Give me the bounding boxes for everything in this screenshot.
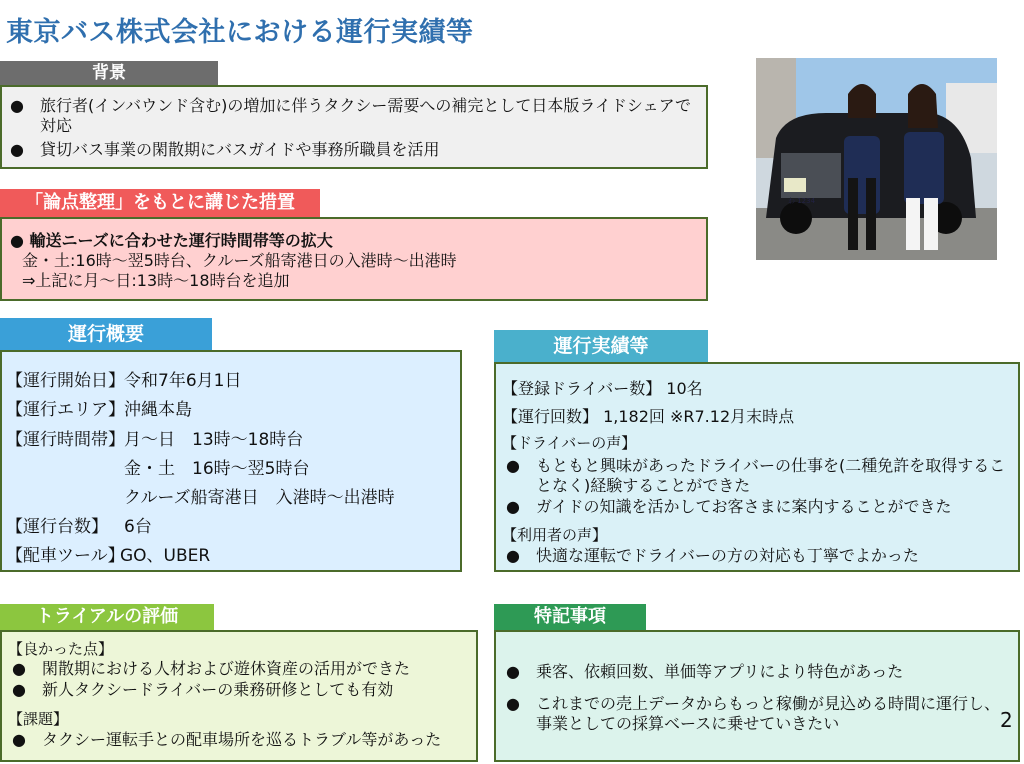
results-panel [494,362,1020,572]
bullet-icon: ● [12,680,26,699]
overview-hours-item: クルーズ船寄港日 入港時～出港時 [124,488,395,508]
notes-heading: 特記事項 [494,604,646,630]
background-item: ● 旅行者(インバウンド含む)の増加に伴うタクシー需要への補完として日本版ライドシェアで対応 [10,96,692,135]
overview-start-label: 【運行開始日】 [6,371,125,391]
bullet-icon: ● [10,231,30,250]
measures-bullet: ● 輸送ニーズに合わせた運行時間帯等の拡大 [10,231,333,250]
background-heading: 背景 [0,61,218,85]
overview-tool-value: GO、UBER [120,546,211,566]
overview-count-label: 【運行台数】 [6,517,108,537]
background-panel [0,85,708,169]
notes-item: ● 乗客、依頼回数、単価等アプリにより特色があった [506,662,904,681]
photo-illustration [756,58,997,260]
evaluation-good-label: 【良かった点】 [8,640,114,658]
measures-panel [0,217,708,301]
bullet-icon: ● [10,96,24,115]
evaluation-heading: トライアルの評価 [0,604,214,630]
license-plate: わ 1234 [788,197,816,205]
evaluation-panel [0,630,478,762]
overview-area-value: 沖縄本島 [124,400,192,420]
evaluation-good-item: ● 新人タクシードライバーの乗務研修としても有効 [12,680,394,699]
bullet-icon: ● [12,730,26,749]
user-voice-item: ● 快適な運転でドライバーの方の対応も丁寧でよかった [506,546,919,565]
measures-heading: 「論点整理」をもとに講じた措置 [0,189,320,217]
overview-heading: 運行概要 [0,318,212,350]
page-number: 2 [1000,708,1013,732]
results-driver-voice-label: 【ドライバーの声】 [502,434,637,452]
bullet-icon: ● [10,140,24,159]
overview-panel [0,350,462,572]
bullet-icon: ● [506,546,520,565]
page-title: 東京バス株式会社における運行実績等 [6,17,474,48]
overview-count-value: 6台 [124,517,152,537]
measures-line: 金・土:16時～翌5時台、クルーズ船寄港日の入港時～出港時 [22,251,457,270]
results-drivers: 【登録ドライバー数】 10名 [502,379,703,398]
bullet-icon: ● [506,497,520,516]
results-heading: 運行実績等 [494,330,708,362]
evaluation-issue-item: ● タクシー運転手との配車場所を巡るトラブル等があった [12,730,442,749]
results-trips: 【運行回数】 1,182回 ※R7.12月末時点 [502,407,795,426]
bullet-icon: ● [506,456,520,475]
notes-item: ● これまでの売上データからもっと稼働が見込める時間に運行し、事業としての採算ベースに乗せていきたい [506,694,1001,733]
overview-hours-item: 月～日 13時～18時台 [124,430,304,450]
driver-voice-item: ● ガイドの知識を活かしてお客さまに案内することができた [506,497,952,516]
notes-panel [494,630,1020,762]
bullet-icon: ● [506,694,520,713]
overview-start-value: 令和7年6月1日 [124,371,242,391]
measures-line: ⇒上記に月～日:13時～18時台を追加 [22,271,290,290]
bullet-icon: ● [506,662,520,681]
overview-area-label: 【運行エリア】 [6,400,125,420]
evaluation-good-item: ● 閑散期における人材および遊休資産の活用ができた [12,659,411,678]
overview-hours-label: 【運行時間帯】 [6,430,125,450]
evaluation-issue-label: 【課題】 [8,710,69,728]
background-item: ● 貸切バス事業の閑散期にバスガイドや事務所職員を活用 [10,140,440,159]
overview-tool-label: 【配車ツール】 [6,546,125,566]
overview-hours-item: 金・土 16時～翌5時台 [124,459,310,479]
vehicle-photo [756,58,997,260]
results-user-voice-label: 【利用者の声】 [502,526,608,544]
driver-voice-item: ● もともと興味があったドライバーの仕事を(二種免許を取得することなく)経験することができた [506,456,1006,495]
bullet-icon: ● [12,659,26,678]
